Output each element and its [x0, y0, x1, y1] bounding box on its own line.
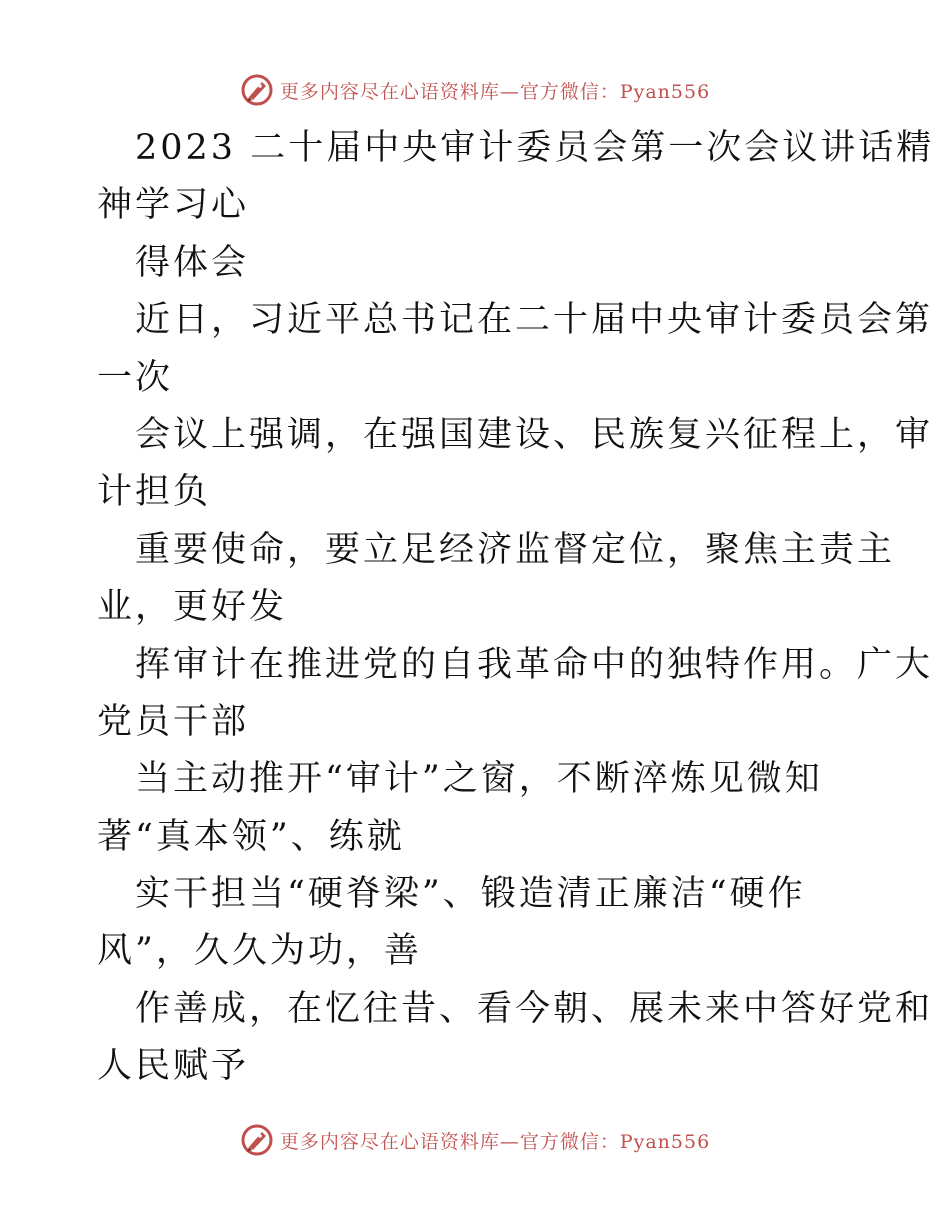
- footer-banner: [0, 1120, 950, 1160]
- text-line: 风”，久久为功，善: [97, 931, 422, 972]
- text-line: 党员干部: [97, 701, 250, 742]
- text-line: 近日，习近平总书记在二十届中央审计委员会第: [135, 300, 934, 341]
- footer-banner-text: 更多内容尽在心语资料库—官方微信：Pyan556: [279, 1130, 711, 1153]
- text-line: 一次: [97, 357, 174, 398]
- text-line: 当主动推开“审计”之窗，不断淬炼见微知: [135, 759, 823, 800]
- pen-nib-logo-icon: [240, 1123, 274, 1157]
- text-line: 会议上强调，在强国建设、民族复兴征程上，审: [135, 414, 934, 455]
- pen-nib-logo-icon: [240, 73, 274, 107]
- text-line: 神学习心: [97, 185, 250, 226]
- text-line: 得体会: [135, 242, 250, 283]
- text-line: 挥审计在推进党的自我革命中的独特作用。广大: [135, 644, 934, 685]
- text-line: 2023 二十届中央审计委员会第一次会议讲话精: [135, 128, 935, 168]
- document-body: [97, 120, 935, 1096]
- header-banner-text: 更多内容尽在心语资料库—官方微信：Pyan556: [279, 80, 711, 103]
- text-line: 作善成，在忆往昔、看今朝、展未来中答好党和: [135, 988, 934, 1029]
- text-line: 人民赋予: [97, 1046, 250, 1087]
- header-banner: [0, 70, 950, 110]
- text-line: 实干担当“硬脊梁”、锻造清正廉洁“硬作: [135, 874, 806, 915]
- text-line: 著“真本领”、练就: [97, 816, 405, 857]
- text-line: 计担负: [97, 472, 212, 513]
- text-line: 业，更好发: [97, 587, 288, 628]
- text-line: 重要使命，要立足经济监督定位，聚焦主责主: [135, 529, 896, 570]
